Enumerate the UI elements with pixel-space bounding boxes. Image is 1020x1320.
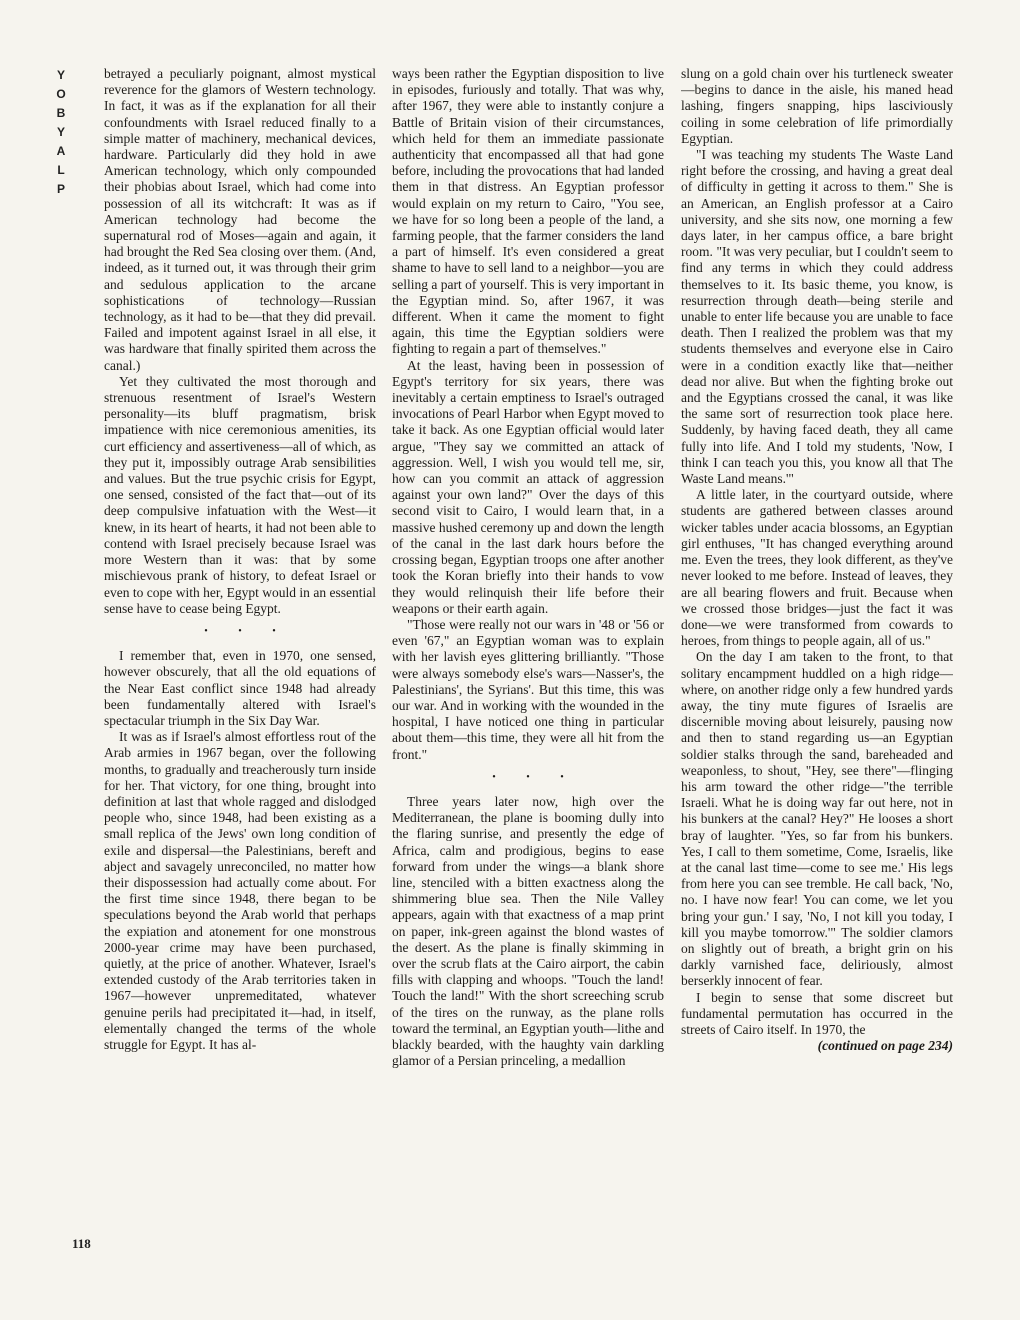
paragraph: betrayed a peculiarly poignant, almost mystical reverence for the glamors of Western technology. In fact, it was as if the explanation for all their confoundments with Israel reduced finally to a simple matter of machinery, mechanical devices, hardware. Particularly did they hold in awe American technology, which only compounded their phobias about Israel, which had come into possession of all its witchcraft: It was as if American technology had become the supernatural rod of Moses—again and again, it had brought the Red Sea closing over them. (And, indeed, as it turned out, it was through their grim and sedulous application to the arcane sophistications of technology—Russian technology, as it had to be—that they did prevail. Failed and impotent against Israel in all else, it was hardware that finally spirited them across the canal.) [104, 66, 376, 373]
masthead-letter: A [56, 144, 66, 158]
paragraph: I remember that, even in 1970, one sensed, however obscurely, that all the old equations of the Near East conflict since 1948 had already been fundamentally altered with Israel's spectacular triumph in the Six Day War. [104, 648, 376, 728]
paragraph: On the day I am taken to the front, to that solitary encampment huddled on a high ridge—where, on another ridge only a few hundred yards away, the tiny mute figures of Israelis are discernible moving about leisurely, pausing now and then to stand regarding us—an Egyptian soldier stalks through the sand, bareheaded and weaponless, to shout, "Hey, see there"—flinging his arm toward the other ridge—"the terrible Israeli. What he is doing way far out here, not in his bunkers at the canal? Hey?" He looses a short bray of laughter. "Yes, so far from his bunkers. Yes, I call to them sometime, Come, Israelis, like at the canal last time—come to see me.' His legs from here you can see tremble. He call back, 'No, no. I have now fear! You can come, we let you bring your gun.' I say, 'No, I not kill you today, I kill you maybe tomorrow.'" The soldier clamors on slightly out of breath, a bright grin on his darkly varnished face, deliriously, almost berserkly innocent of fear. [681, 649, 953, 989]
page-number: 118 [72, 1236, 91, 1251]
masthead-letter: O [56, 87, 66, 101]
section-divider: • • • [204, 625, 290, 637]
article-column-2 [392, 66, 664, 1274]
section-divider: • • • [492, 771, 578, 783]
masthead-letter: P [56, 182, 65, 196]
article-column-3 [681, 66, 953, 1274]
paragraph: ways been rather the Egyptian disposition to live in episodes, furiously and totally. That was why, after 1967, they were able to instantly conjure a Battle of Britain vision of their circumstances, which held for them an immediate passionate authenticity that encompassed all that had gone before, including the provocations that had landed them in that distress. An Egyptian professor would explain on my return to Cairo, "You see, we have for so long been a people of the land, a farming people, that the farmer considers the land a part of himself. It's even considered a great shame to have to sell land to a neighbor—you are selling a part of yourself. This is very important in the Egyptian mind. So, after 1967, it was different. When it came the moment to fight again, this time the Egyptian soldiers were fighting to regain a part of themselves." [392, 66, 664, 357]
continued-on-page: (continued on page 234) [817, 1038, 953, 1054]
masthead-letter: Y [56, 125, 65, 139]
paragraph: It was as if Israel's almost effortless rout of the Arab armies in 1967 began, over the following months, to gradually and treacherously turn inside for her. That victory, for one thing, brought into definition at last that whole ragged and dislodged people who, since 1948, had been existing as a small replica of the Jews' own long condition of exile and dispersal—the Palestinians, bereft and abject and savagely unreconciled, no matter how their dispossession had actually come about. For the first time since 1948, there began to be speculations beyond the Arab world that perhaps the expiation and atonement for one monstrous 2000-year crime may have been purchased, quietly, at the price of another. Whatever, Israel's extended custody of the Arab territories taken in 1967—however unpremeditated, whatever genuine perils had precipitated it—had, in itself, elementally changed the terms of the whole struggle for Egypt. It has al- [104, 729, 376, 1052]
article-column-1 [104, 66, 376, 1274]
paragraph: slung on a gold chain over his turtleneck sweater—begins to dance in the aisle, his maned head lashing, fingers snapping, hips lasciviously coiling in some celebration of life primordially Egyptian. [681, 66, 953, 146]
paragraph: A little later, in the courtyard outside, where students are gathered between classes around wicker tables under acacia blossoms, an Egyptian girl enthuses, "It has changed everything around me. Even the trees, they look different, as they've never looked to me before. Instead of leaves, they are all bearing flowers and fruit. Because when we crossed those bridges—just the fact it was done—we were transformed from cowards to heroes, from things to people again, all of us." [681, 487, 953, 649]
paragraph: "I was teaching my students The Waste Land right before the crossing, and having a great deal of difficulty in getting it across to them." She is an American, an English professor at a Cairo university, and she sits now, one morning a few days later, in her campus office, a bare bright room. "It was very peculiar, but I couldn't seem to find any terms in which they could address themselves to it. Its basic theme, you know, is resurrection through death—being sterile and unable to enter life because you are unable to face death. Then I realized the problem was that my students themselves and everyone else in Cairo were in a condition exactly like that—neither dead nor alive. But when the fighting broke out and the Egyptians crossed the canal, it was like the same sort of resurrection took place here. Suddenly, by having faced death, they all came fully into life. And I told my students, 'Now, I think I can teach you this, you know all that The Waste Land means.'" [681, 147, 953, 487]
paragraph: I begin to sense that some discreet but fundamental permutation has occurred in the streets of Cairo itself. In 1970, the [681, 989, 953, 1037]
paragraph: "Those were really not our wars in '48 or '56 or even '67," an Egyptian woman was to explain with her lavish eyes glittering brilliantly. "Those were always somebody else's wars—Nasser's, the Palestinians', the Syrians'. But this time, this was our war. And in working with the wounded in the hospital, I have noticed one thing in particular about them—this time, they were all hit from the front." [392, 616, 664, 762]
paragraph: At the least, having been in possession of Egypt's territory for six years, there was inevitably a certain emptiness to Israel's outraged invocations of Pearl Harbor when Egypt moved to take it back. As one Egyptian official would later argue, "They say we committed an attack of aggression. Well, I wish you would tell me, sir, how can you commit an attack of aggression against your own land?" Over the days of this second visit to Cairo, I would learn that, in a massive hushed ceremony up and down the length of the canal in the last dark hours before the crossing began, Egyptian troops one after another took the Koran briefly into their hands to vow they would relinquish their life before their weapons or their earth again. [392, 357, 664, 616]
paragraph: Three years later now, high over the Mediterranean, the plane is booming dully into the flaring sunrise, and presently the edge of Africa, calm and prodigious, begins to ease forward from under the wings—a blank shore line, stenciled with a bitten exactness along the shimmering blue sea. Then the Nile Valley appears, again with that exactness of a map print on paper, ink-green against the blond wastes of the desert. As the plane is finally skimming in over the scrub flats at the Cairo airport, the cabin fills with clapping and whoops. "Touch the land! Touch the land!" With the short screeching scrub of the tires on the runway, as the plane rolls toward the terminal, an Egyptian youth—lithe and blackly bearded, with the haughty vain darkling glamor of a Persian princeling, a medallion [392, 793, 664, 1069]
masthead-letter: B [56, 106, 66, 120]
masthead-letter: Y [56, 68, 65, 82]
masthead-letter: L [57, 163, 65, 177]
playboy-masthead [51, 66, 71, 199]
paragraph: Yet they cultivated the most thorough and strenuous resentment of Israel's Western personality—its bluff pragmatism, brisk impatience with nice ceremonious amenities, its curt efficiency and assertiveness—all of which, as they put it, impossibly outrage Arab sensibilities and values. But the true psychic crisis for Egypt, one sensed, consisted of the fact that—out of its deep compulsive infatuation with the West—it knew, in its heart of hearts, it had not been able to contend with Israel precisely because Israel was more Western than it was: that by some mischievous prank of history, to defeat Israel or even to cope with her, Egypt would in an essential sense have to cease being Egypt. [104, 373, 376, 616]
